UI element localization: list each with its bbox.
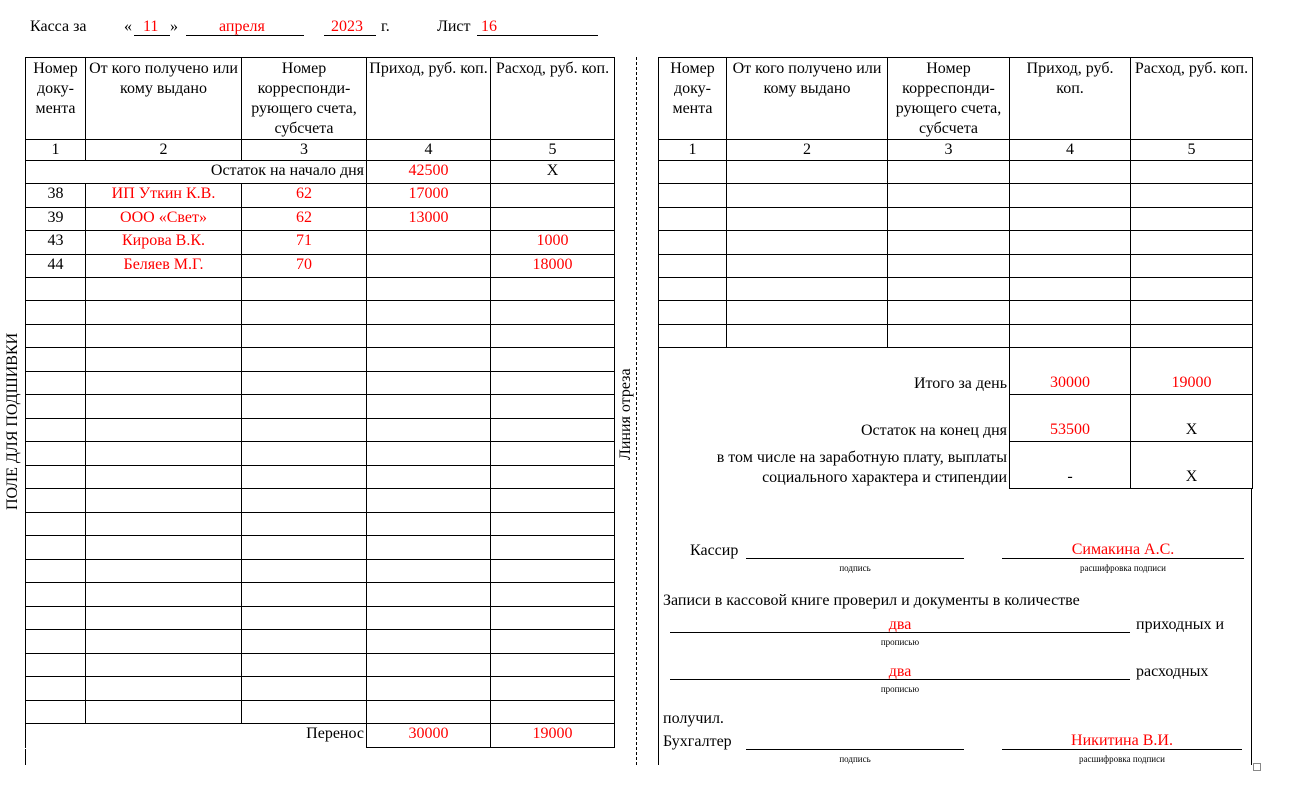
expense-docs-suffix: расходных xyxy=(1136,663,1209,680)
account-cell: 70 xyxy=(242,255,367,278)
income-in-words-caption: прописью xyxy=(880,637,920,647)
empty-row xyxy=(26,466,615,489)
empty-row xyxy=(659,255,1253,278)
closing-balance-income: 53500 xyxy=(1010,395,1131,442)
empty-row xyxy=(659,161,1253,184)
empty-row xyxy=(26,513,615,536)
col-number: 2 xyxy=(727,140,888,161)
right-frame-left xyxy=(658,488,659,765)
empty-row xyxy=(26,677,615,701)
month-value: апреля xyxy=(219,18,265,35)
col-number: 1 xyxy=(26,140,86,161)
party-cell: Кирова В.К. xyxy=(86,231,242,255)
expense-cell: 18000 xyxy=(491,255,615,278)
salary-label-line1: в том числе на заработную плату, выплаты xyxy=(716,448,1007,466)
col-number: 5 xyxy=(491,140,615,161)
opening-balance-expense: X xyxy=(491,161,615,184)
day-total-expense: 19000 xyxy=(1131,348,1253,395)
salary-income: - xyxy=(1010,442,1131,489)
day-total-income: 30000 xyxy=(1010,348,1131,395)
col-header-from-whom: От кого получено или кому выдано xyxy=(727,58,888,140)
year-value: 2023 xyxy=(331,18,363,35)
right-frame-right xyxy=(1251,488,1252,765)
salary-label xyxy=(659,442,1010,489)
income-cell: 13000 xyxy=(367,208,491,231)
col-header-from-whom: От кого получено или кому выдано xyxy=(86,58,242,140)
accountant-name: Никитина В.И. xyxy=(1071,732,1173,749)
opening-balance-income: 42500 xyxy=(367,161,491,184)
empty-row xyxy=(26,278,615,301)
empty-row xyxy=(26,419,615,442)
cashier-decode-caption: расшифровка подписи xyxy=(1080,563,1166,573)
empty-row xyxy=(26,489,615,513)
col-header-income: Приход, руб. коп. xyxy=(1010,58,1131,140)
empty-row xyxy=(659,325,1253,348)
empty-row xyxy=(26,654,615,677)
salary-expense: X xyxy=(1131,442,1253,489)
col-header-expense: Расход, руб. коп. xyxy=(491,58,615,140)
income-docs-count: два xyxy=(888,616,912,633)
income-docs-suffix: приходных и xyxy=(1136,616,1225,633)
empty-row xyxy=(26,583,615,607)
empty-row xyxy=(26,536,615,560)
col-number: 5 xyxy=(1131,140,1253,161)
doc-number-cell: 39 xyxy=(26,208,86,231)
empty-row xyxy=(26,701,615,724)
closing-balance-label: Остаток на конец дня xyxy=(659,395,1010,442)
empty-row xyxy=(26,348,615,372)
col-number: 2 xyxy=(86,140,242,161)
year-suffix: г. xyxy=(381,18,390,35)
month-underline xyxy=(186,35,304,36)
expense-in-words-caption: прописью xyxy=(880,684,920,694)
day-value: 11 xyxy=(143,18,159,35)
accountant-signature-caption: подпись xyxy=(839,754,871,764)
party-cell: ИП Уткин К.В. xyxy=(86,184,242,208)
empty-row xyxy=(26,442,615,466)
table-row xyxy=(26,231,615,255)
received-text: получил. xyxy=(663,710,724,727)
accountant-name-line xyxy=(1002,749,1242,750)
cashier-signature-line xyxy=(746,558,964,559)
col-header-account: Номер корреспонди-рующего счета, субсчета xyxy=(888,58,1010,140)
empty-row xyxy=(26,395,615,419)
account-cell: 62 xyxy=(242,184,367,208)
salary-label-line2: социального характера и стипендии xyxy=(762,468,1007,486)
empty-row xyxy=(26,325,615,348)
carry-over-label: Перенос xyxy=(26,724,367,748)
accountant-decode-caption: расшифровка подписи xyxy=(1079,754,1165,764)
col-header-expense: Расход, руб. коп. xyxy=(1131,58,1253,140)
cashier-label: Кассир xyxy=(690,542,739,559)
right-cash-table xyxy=(658,57,1253,489)
col-number: 1 xyxy=(659,140,727,161)
cut-line xyxy=(636,57,637,765)
closing-balance-expense: X xyxy=(1131,395,1253,442)
empty-row xyxy=(659,184,1253,208)
income-cell xyxy=(367,231,491,255)
account-cell: 62 xyxy=(242,208,367,231)
expense-cell xyxy=(491,184,615,208)
carry-over-income: 30000 xyxy=(367,724,491,748)
col-number: 4 xyxy=(367,140,491,161)
carry-over-expense: 19000 xyxy=(491,724,615,748)
table-row xyxy=(26,255,615,278)
empty-row xyxy=(26,372,615,395)
expense-docs-count: два xyxy=(888,663,912,680)
sheet-underline xyxy=(477,35,598,36)
binding-field-label: ПОЛЕ ДЛЯ ПОДШИВКИ xyxy=(4,332,21,510)
accountant-signature-line xyxy=(746,749,964,750)
day-underline xyxy=(134,35,170,36)
col-number: 4 xyxy=(1010,140,1131,161)
empty-row xyxy=(26,301,615,325)
expense-cell xyxy=(491,208,615,231)
party-cell: Беляев М.Г. xyxy=(86,255,242,278)
accountant-label: Бухгалтер xyxy=(663,733,732,750)
col-number: 3 xyxy=(888,140,1010,161)
sheet-number: 16 xyxy=(481,18,497,35)
party-cell: ООО «Свет» xyxy=(86,208,242,231)
resize-handle[interactable] xyxy=(1253,763,1261,771)
income-cell: 17000 xyxy=(367,184,491,208)
sheet-label: Лист xyxy=(437,18,471,35)
col-header-doc-number: Номер доку-мента xyxy=(659,58,727,140)
col-number: 3 xyxy=(242,140,367,161)
income-docs-line xyxy=(670,632,1130,633)
empty-row xyxy=(659,231,1253,255)
account-cell: 71 xyxy=(242,231,367,255)
empty-row xyxy=(26,630,615,654)
check-text: Записи в кассовой книге проверил и документы в количестве xyxy=(663,592,1080,609)
cashier-name-line xyxy=(1002,558,1244,559)
table-row xyxy=(26,184,615,208)
year-underline xyxy=(324,35,376,36)
cut-line-label: Линия отреза xyxy=(617,368,634,460)
empty-row xyxy=(659,301,1253,325)
day-total-label: Итого за день xyxy=(659,348,1010,395)
col-header-income: Приход, руб. коп. xyxy=(367,58,491,140)
expense-cell: 1000 xyxy=(491,231,615,255)
income-cell xyxy=(367,255,491,278)
opening-balance-label: Остаток на начало дня xyxy=(26,161,367,184)
empty-row xyxy=(26,607,615,630)
col-header-account: Номер корреспонди-рующего счета, субсчета xyxy=(242,58,367,140)
left-table-edge xyxy=(25,749,26,765)
open-quote: « xyxy=(124,18,132,35)
kassa-label: Касса за xyxy=(30,18,87,35)
cashier-name: Симакина А.С. xyxy=(1071,541,1175,558)
doc-number-cell: 44 xyxy=(26,255,86,278)
empty-row xyxy=(659,208,1253,231)
col-header-doc-number: Номер доку-мента xyxy=(26,58,86,140)
expense-docs-line xyxy=(670,679,1130,680)
table-row xyxy=(26,208,615,231)
empty-row xyxy=(26,560,615,583)
cashier-signature-caption: подпись xyxy=(839,563,871,573)
doc-number-cell: 38 xyxy=(26,184,86,208)
close-quote: » xyxy=(170,18,178,35)
doc-number-cell: 43 xyxy=(26,231,86,255)
empty-row xyxy=(659,278,1253,301)
left-cash-table xyxy=(25,57,615,748)
